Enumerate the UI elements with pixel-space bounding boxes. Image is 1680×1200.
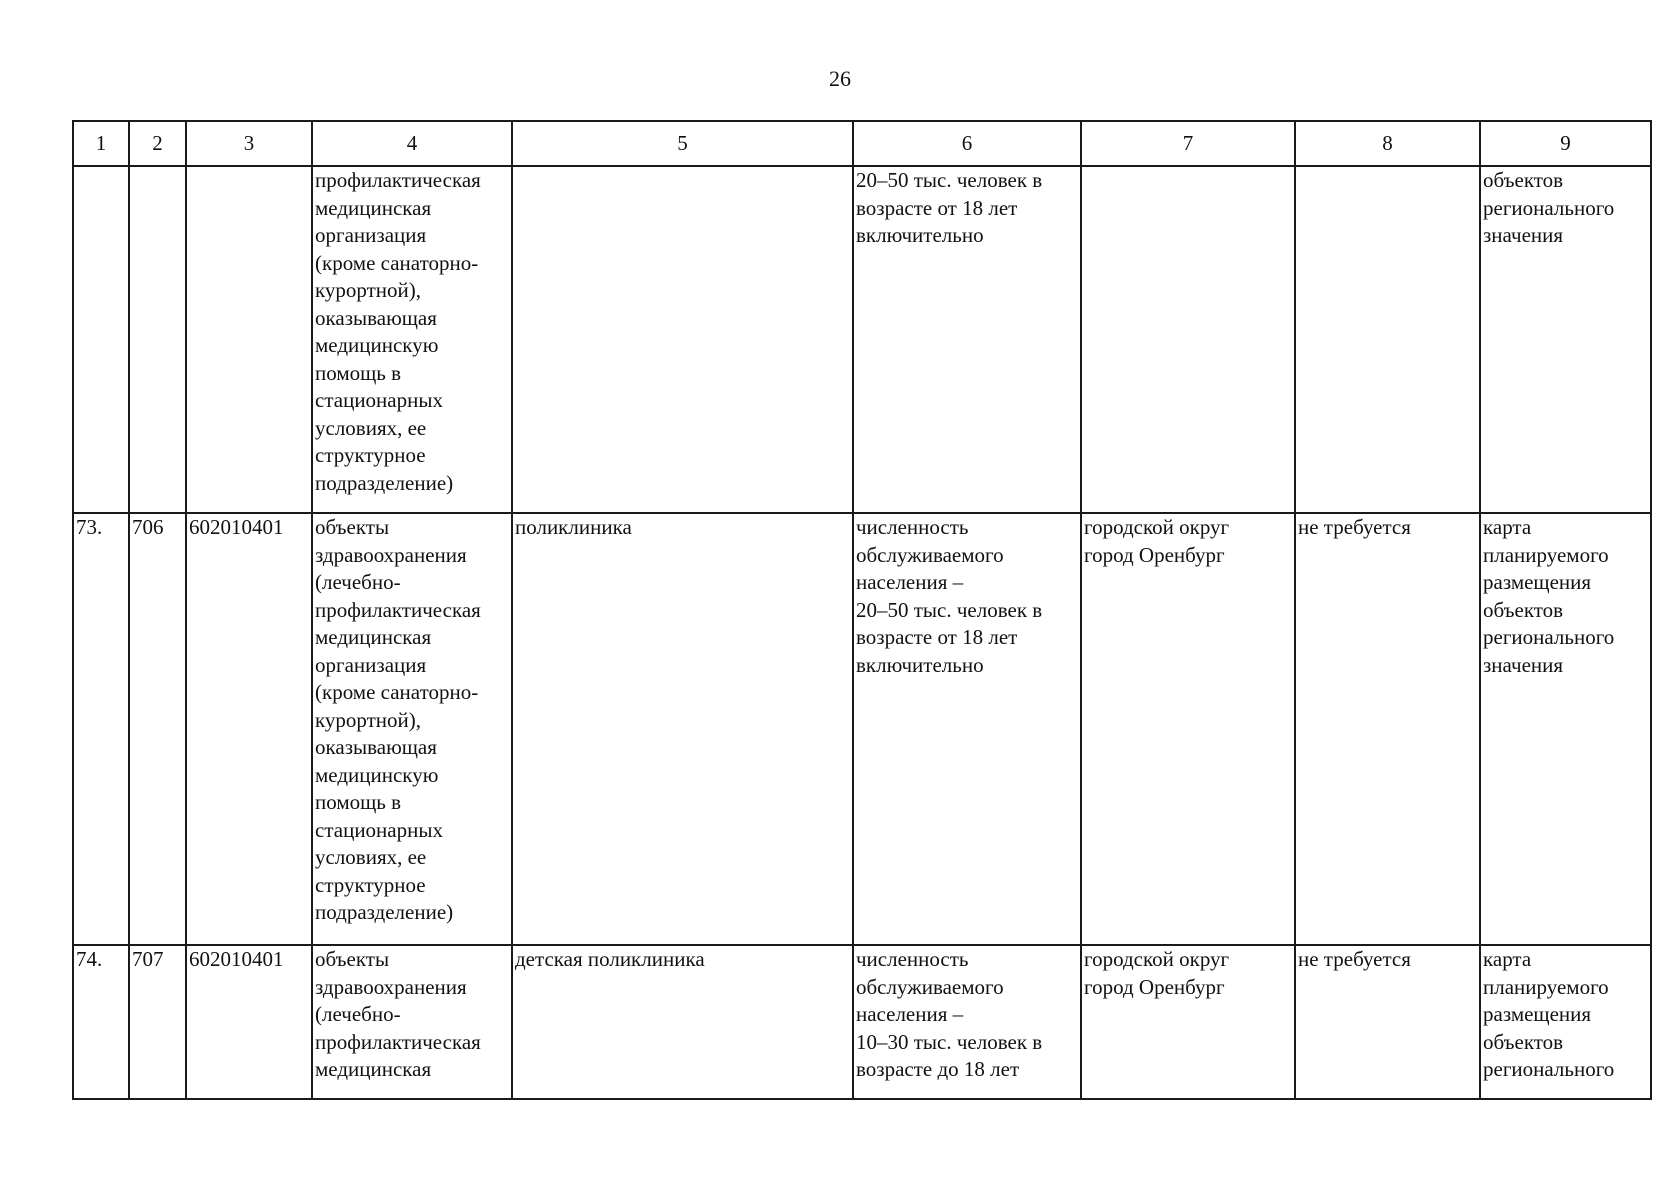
cell-index: 73. [73,513,129,945]
column-number-2: 2 [129,121,186,166]
cell-characteristics: численность обслуживаемого населения – 20–50 тыс. человек в возрасте от 18 лет включительно [853,513,1081,945]
cell-object-type: профилактическая медицинская организация (кроме санаторно- курортной), оказывающая медицинскую помощь в стационарных условиях, ее структурное подразделение) [312,166,512,513]
cell-object-type: объекты здравоохранения (лечебно- профилактическая медицинская [312,945,512,1099]
cell-characteristics: численность обслуживаемого населения – 10–30 тыс. человек в возрасте до 18 лет [853,945,1081,1099]
table-row [73,513,1651,945]
cell-zone: не требуется [1295,945,1480,1099]
column-number-8: 8 [1295,121,1480,166]
table-row-continuation [73,166,1651,513]
cell-location: городской округ город Оренбург [1081,513,1295,945]
cell-map: объектов регионального значения [1480,166,1651,513]
cell-location [1081,166,1295,513]
cell-number: 707 [129,945,186,1099]
cell-index [73,166,129,513]
cell-characteristics: 20–50 тыс. человек в возрасте от 18 лет включительно [853,166,1081,513]
cell-object-name: детская поликлиника [512,945,853,1099]
column-number-7: 7 [1081,121,1295,166]
column-number-5: 5 [512,121,853,166]
cell-object-type: объекты здравоохранения (лечебно- профилактическая медицинская организация (кроме санаторно- курортной), оказывающая медицинскую помощь в стационарных условиях, ее структурное подразделение) [312,513,512,945]
table-row [73,945,1651,1099]
column-number-6: 6 [853,121,1081,166]
planning-table [72,120,1652,1100]
page-number: 26 [829,66,851,91]
cell-number: 706 [129,513,186,945]
cell-object-name: поликлиника [512,513,853,945]
cell-number [129,166,186,513]
cell-code [186,166,312,513]
cell-code: 602010401 [186,513,312,945]
cell-index: 74. [73,945,129,1099]
cell-zone [1295,166,1480,513]
cell-object-name [512,166,853,513]
cell-map: карта планируемого размещения объектов регионального значения [1480,513,1651,945]
column-number-4: 4 [312,121,512,166]
column-number-9: 9 [1480,121,1651,166]
column-number-3: 3 [186,121,312,166]
cell-code: 602010401 [186,945,312,1099]
cell-zone: не требуется [1295,513,1480,945]
cell-location: городской округ город Оренбург [1081,945,1295,1099]
column-number-1: 1 [73,121,129,166]
header-row [73,121,1651,166]
cell-map: карта планируемого размещения объектов регионального [1480,945,1651,1099]
